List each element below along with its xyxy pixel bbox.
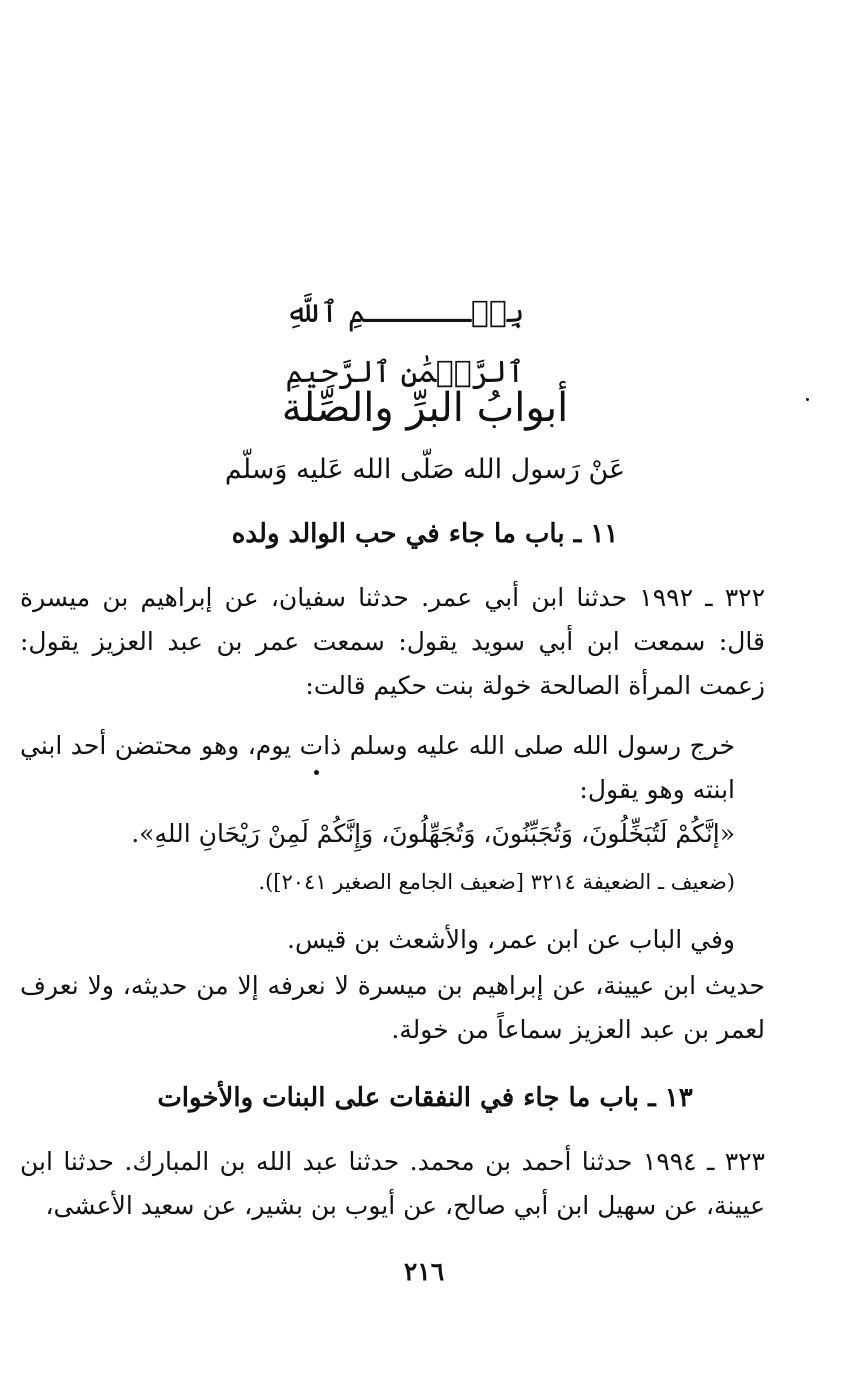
commentary-paragraph: حديث ابن عيينة، عن إبراهيم بن ميسرة لا نعرفه إلا من حديثه، ولا نعرف لعمر بن عبد العزيز سماعاً من خولة.	[20, 971, 765, 1044]
chapter-note: وفي الباب عن ابن عمر، والأشعث بن قيس.	[287, 925, 735, 954]
page-subtitle: عَنْ رَسول الله صَلّى الله عَليه وَسلّم	[224, 454, 626, 485]
ink-speck	[806, 398, 809, 401]
hadith-paragraph-322: ٣٢٢ ـ ١٩٩٢ حدثنا ابن أبي عمر. حدثنا سفيان، عن إبراهيم بن ميسرة قال: سمعت ابن أبي سويد يقول: سمعت عمر بن عبد العزيز يقول: زعمت المرأة الصالحة خولة بنت حكيم قالت:	[20, 583, 766, 700]
hadith-narration: خرج رسول الله صلى الله عليه وسلم ذات يوم، وهو محتضن أحد ابني ابنته وهو يقول:	[20, 731, 735, 804]
grading-reference: (ضعيف ـ الضعيفة ٣٢١٤ [ضعيف الجامع الصغير ٢٠٤١]).	[258, 870, 735, 894]
page-number: ٢١٦	[403, 1257, 445, 1286]
chapter-heading-13: ١٣ ـ باب ما جاء في النفقات على البنات والأخوات	[157, 1083, 693, 1113]
ink-speck	[314, 770, 319, 775]
hadith-quote: «إنَّكُمْ لَتُبَخِّلُونَ، وَتُجَبِّنُونَ، وَتُجَهِّلُونَ، وَإِنَّكُمْ لَمِنْ رَيْحَانِ اللهِ».	[131, 819, 735, 848]
chapter-heading-11: ١١ ـ باب ما جاء في حب الوالد ولده	[231, 519, 619, 549]
page-title: أبوابُ البرِّ والصِّلة	[281, 385, 569, 431]
basmala-calligraphy: بِسۡــــــمِ ٱللَّهِ ٱلرَّحۡمَٰنِ ٱلرَّحِيمِ	[285, 295, 525, 390]
hadith-paragraph-323: ٣٢٣ ـ ١٩٩٤ حدثنا أحمد بن محمد. حدثنا عبد الله بن المبارك. حدثنا ابن عيينة، عن سهيل ابن أبي صالح، عن أيوب بن بشير، عن سعيد الأعشى،	[20, 1147, 765, 1220]
